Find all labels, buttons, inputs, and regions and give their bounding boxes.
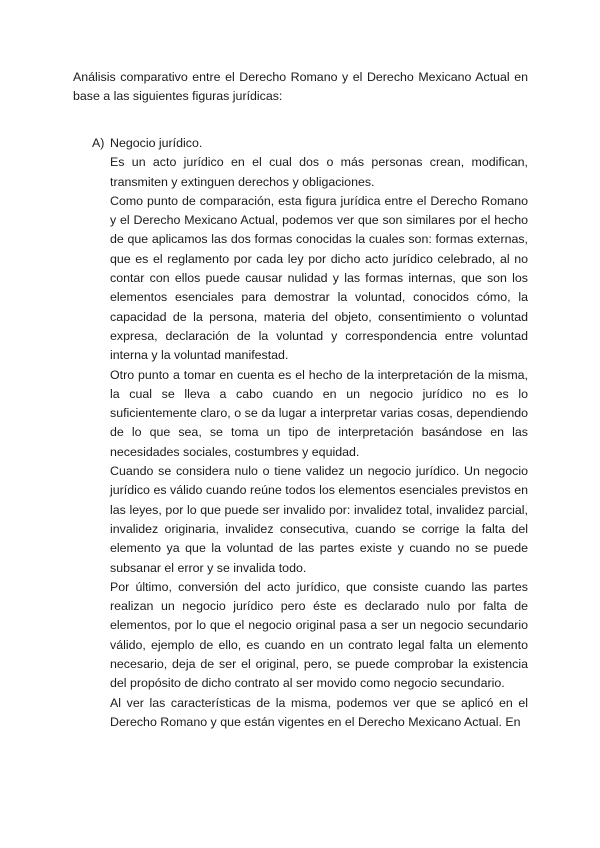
section-heading: [92, 134, 528, 153]
section-negocio-juridico: [92, 134, 528, 732]
section-title: Negocio jurídico.: [110, 136, 203, 150]
body-paragraph-conversion: Por último, conversión del acto jurídico, que consiste cuando las partes realizan un negocio jurídico pero éste es declarado nulo por falta de elementos, por lo que el negocio original pasa a ser un negocio secundario válido, ejemplo de ello, es cuando en un contrato legal falta un elemento necesario, deja de ser el original, pero, se puede comprobar la existencia del propósito de dicho contrato al ser movido como negocio secundario.: [110, 579, 528, 691]
body-paragraph-conclusion: Al ver las características de la misma, podemos ver que se aplicó en el Derecho Romano y que están vigentes en el Derecho Mexicano Actual. En: [110, 695, 528, 729]
section-marker: A): [92, 136, 105, 150]
intro-paragraph: Análisis comparativo entre el Derecho Romano y el Derecho Mexicano Actual en base a las siguientes figuras jurídicas:: [73, 70, 528, 104]
body-paragraph-interpretation: Otro punto a tomar en cuenta es el hecho de la interpretación de la misma, la cual se lleva a cabo cuando en un negocio jurídico no es lo suficientemente claro, o se da lugar a interpretar varias cosas, dependiendo de lo que sea, se toma un tipo de interpretación basándose en las necesidades sociales, costumbres y equidad.: [110, 367, 528, 459]
section-body: [110, 153, 528, 732]
body-paragraph-definition: Es un acto jurídico en el cual dos o más personas crean, modifican, transmiten y extinguen derechos y obligaciones.: [110, 155, 528, 189]
body-paragraph-comparison: Como punto de comparación, esta figura jurídica entre el Derecho Romano y el Derecho Mexicano Actual, podemos ver que son similares por el hecho de que aplicamos las dos formas conocidas la cuales son: formas externas, que es el reglamento por cada ley por dicho acto jurídico celebrado, al no contar con ellos puede causar nulidad y las formas internas, que son los elementos esenciales para demostrar la voluntad, conocidos cómo, la capacidad de la persona, materia del objeto, consentimiento o voluntad expresa, declaración de la voluntad y correspondencia entre voluntad interna y la voluntad manifestad.: [110, 193, 528, 363]
body-paragraph-validity: Cuando se considera nulo o tiene validez un negocio jurídico. Un negocio jurídico es válido cuando reúne todos los elementos esenciales previstos en las leyes, por lo que puede ser invalido por: invalidez total, invalidez parcial, invalidez originaria, invalidez consecutiva, cuando se corrige la falta del elemento ya que la voluntad de las partes existe y cuando no se puede subsanar el error y se invalida todo.: [110, 464, 528, 575]
